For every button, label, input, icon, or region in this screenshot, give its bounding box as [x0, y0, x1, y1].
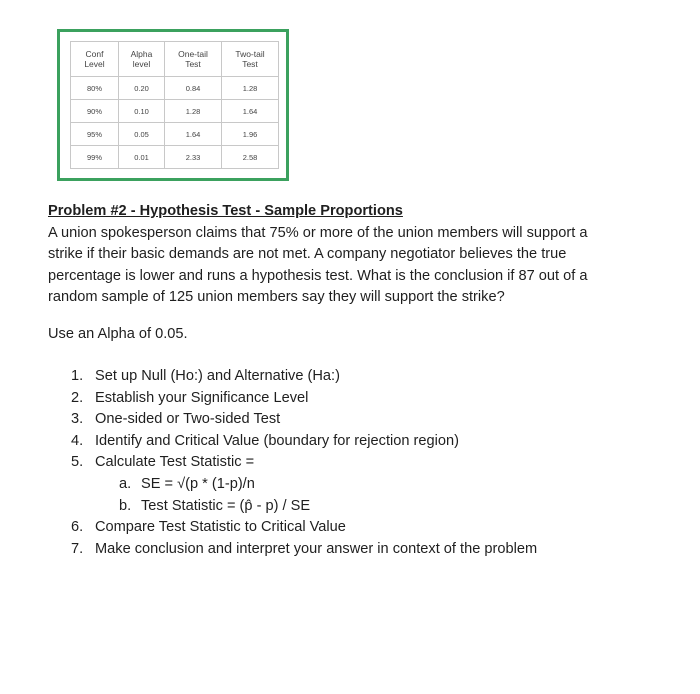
critical-value-table [70, 41, 279, 169]
list-item: 1. Set up Null (Ho:) and Alternative (Ha:) [71, 368, 340, 384]
table-cell: 99% [71, 146, 119, 169]
list-item: 3. One-sided or Two-sided Test [71, 411, 281, 428]
steps-list [71, 366, 537, 560]
table-cell: 0.20 [119, 77, 165, 100]
problem-line: percentage is lower and runs a hypothesis test. What is the conclusion if 87 out of a [48, 267, 588, 284]
table-cell: 1.64 [222, 100, 279, 123]
table-row [71, 146, 279, 169]
list-item: 5. Calculate Test Statistic = [71, 454, 255, 471]
table-row [71, 77, 279, 100]
table-cell: 80% [71, 77, 119, 100]
table-cell: 0.84 [165, 77, 222, 100]
header-one-tail: One-tail Test [165, 42, 222, 77]
header-two-tail: Two-tail Test [222, 42, 279, 77]
table-cell: 0.05 [119, 123, 165, 146]
header-conf-level: Conf Level [71, 42, 119, 77]
table-cell: 2.58 [222, 146, 279, 169]
table-row [71, 123, 279, 146]
table-row [71, 100, 279, 123]
problem-statement [48, 201, 648, 309]
problem-title: Problem #2 - Hypothesis Test - Sample Proportions [48, 203, 403, 219]
table-cell: 95% [71, 123, 119, 146]
table-cell: 1.96 [222, 123, 279, 146]
list-item: 4. Identify and Critical Value (boundary for rejection region) [71, 432, 459, 449]
critical-value-table-frame [57, 29, 289, 181]
alpha-instruction: Use an Alpha of 0.05. [48, 326, 188, 342]
sub-list-item: a. SE = √(p * (1-p)/n [119, 475, 255, 492]
table-header-row [71, 42, 279, 77]
list-item: 6. Compare Test Statistic to Critical Value [71, 519, 346, 536]
list-item: 7. Make conclusion and interpret your answer in context of the problem [71, 540, 538, 557]
table-cell: 0.10 [119, 100, 165, 123]
sub-list-item: b. Test Statistic = (p̂ - p) / SE [119, 497, 311, 514]
table-cell: 1.28 [222, 77, 279, 100]
problem-line: A union spokesperson claims that 75% or more of the union members will support a [48, 224, 588, 241]
header-alpha-level: Alpha level [119, 42, 165, 77]
list-item: 2. Establish your Significance Level [71, 389, 309, 406]
table-cell: 90% [71, 100, 119, 123]
table-cell: 0.01 [119, 146, 165, 169]
table-cell: 1.28 [165, 100, 222, 123]
problem-line: random sample of 125 union members say they will support the strike? [48, 289, 505, 305]
table-cell: 2.33 [165, 146, 222, 169]
table-cell: 1.64 [165, 123, 222, 146]
problem-line: strike if their basic demands are not met. A company negotiator believes the true [48, 246, 567, 262]
